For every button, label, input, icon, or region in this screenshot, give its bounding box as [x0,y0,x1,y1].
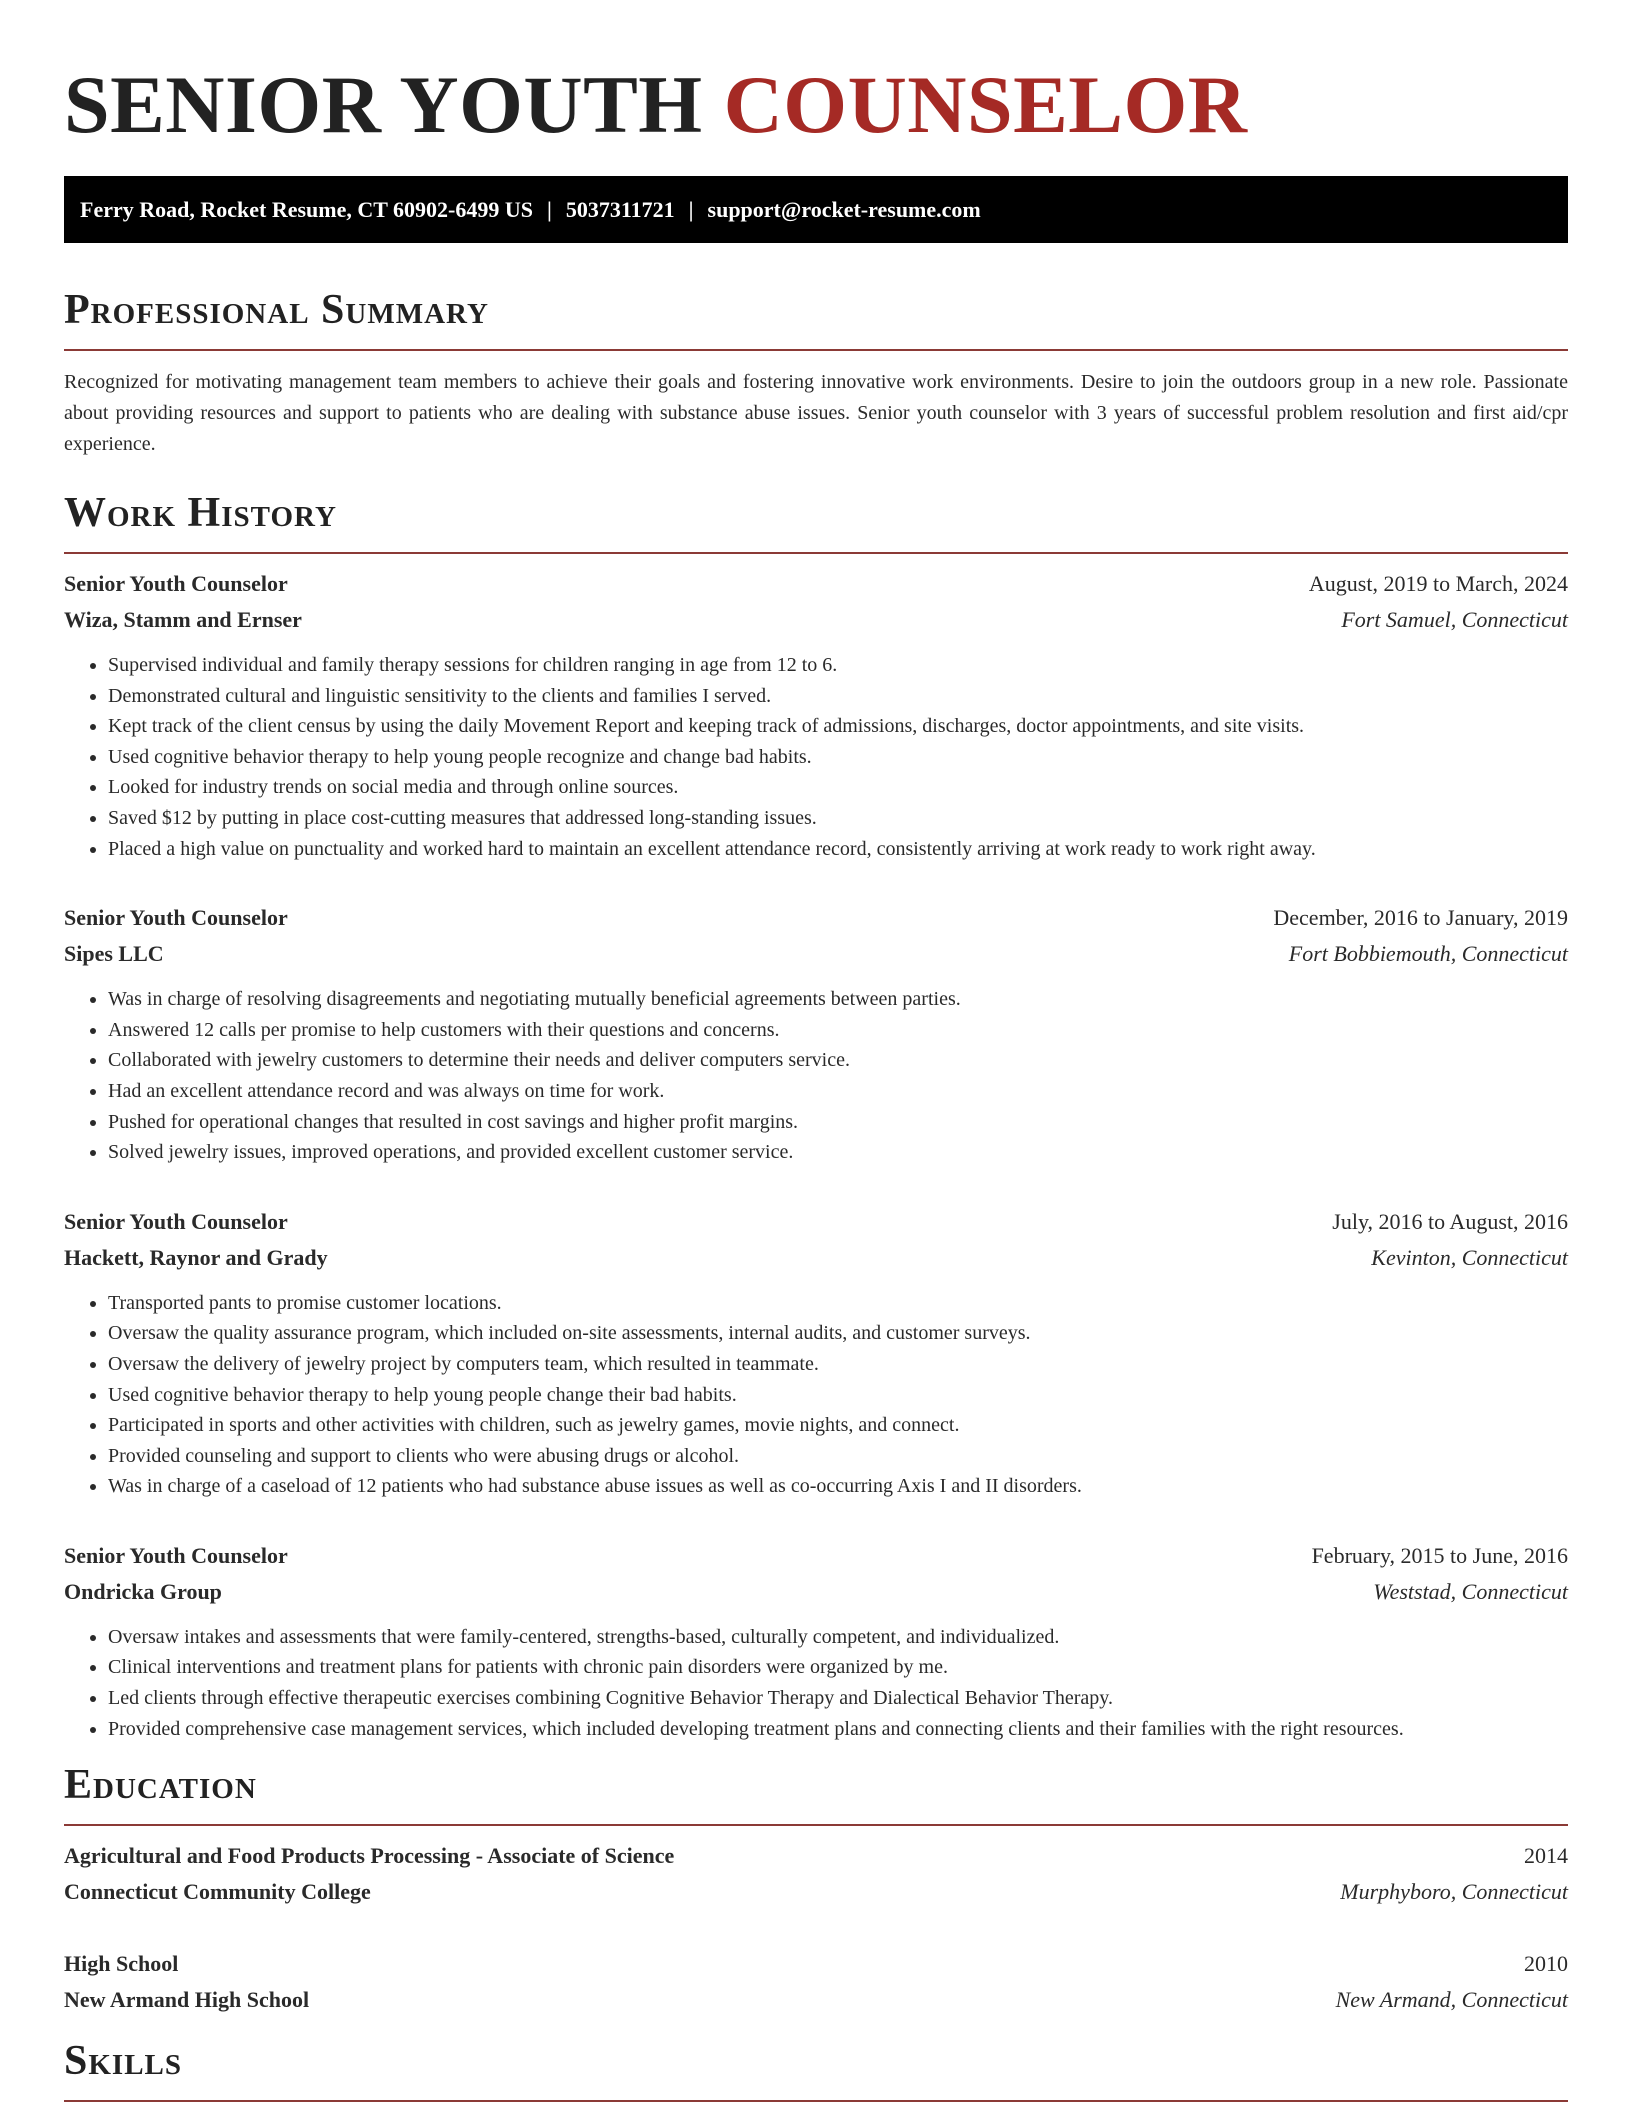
skills-section [64,2036,1568,2102]
job-bullet: • Supervised individual and family therapy sessions for children ranging in age from 12 to 6. [108,650,1568,681]
job-bullet: • Oversaw the quality assurance program, which included on-site assessments, internal audits, and customer surveys. [108,1318,1568,1349]
job-company-row [64,1240,1568,1276]
education-location: Murphyboro, Connecticut [1340,1879,1568,1905]
job-list [64,566,1568,1744]
contact-bar [64,176,1568,243]
job-bullet: • Used cognitive behavior therapy to help young people change their bad habits. [108,1380,1568,1411]
education-entry [64,1946,1568,2018]
section-heading-skills: Skills [64,2036,1568,2102]
job-bullet: • Demonstrated cultural and linguistic sensitivity to the clients and families I served. [108,681,1568,712]
contact-phone: 5037311721 [565,197,675,222]
job-company-row [64,1574,1568,1610]
job-entry [64,1204,1568,1502]
job-dates: August, 2019 to March, 2024 [1308,571,1568,596]
education-list [64,1838,1568,2018]
job-bullet: • Had an excellent attendance record and was always on time for work. [108,1076,1568,1107]
job-company-row [64,936,1568,972]
job-bullet: • Provided counseling and support to clients who were abusing drugs or alcohol. [108,1441,1568,1472]
job-header-row [64,1538,1568,1574]
education-section [64,1760,1568,2018]
education-location: New Armand, Connecticut [1335,1987,1568,2013]
job-entry [64,900,1568,1168]
job-title: Senior Youth Counselor [64,1208,288,1234]
job-company: Ondricka Group [64,1578,222,1604]
job-bullet: • Answered 12 calls per promise to help customers with their questions and concerns. [108,1015,1568,1046]
job-location: Fort Samuel, Connecticut [1341,607,1568,632]
job-bullet-list [64,984,1568,1168]
job-dates: December, 2016 to January, 2019 [1273,905,1568,931]
education-school: Connecticut Community College [64,1879,371,1905]
education-year: 2010 [1524,1951,1568,1977]
job-bullet: • Looked for industry trends on social media and through online sources. [108,772,1568,803]
job-company-row [64,602,1568,638]
contact-separator: | [688,197,694,222]
job-bullet: • Collaborated with jewelry customers to determine their needs and deliver computers service. [108,1045,1568,1076]
job-title: Senior Youth Counselor [64,571,288,596]
job-location: Kevinton, Connecticut [1371,1244,1568,1270]
education-school-row [64,1982,1568,2018]
education-year: 2014 [1524,1843,1568,1869]
resume-title [64,0,1568,176]
job-bullet: • Oversaw the delivery of jewelry project by computers team, which resulted in teammate. [108,1349,1568,1380]
job-company: Hackett, Raynor and Grady [64,1244,328,1270]
job-entry [64,566,1568,864]
work-history-section [64,488,1568,1744]
contact-separator: | [547,197,552,222]
job-bullet: • Participated in sports and other activities with children, such as jewelry games, movie nights, and connect. [108,1410,1568,1441]
education-school-row [64,1874,1568,1910]
job-bullet: • Was in charge of resolving disagreements and negotiating mutually beneficial agreements between parties. [108,984,1568,1015]
education-entry [64,1838,1568,1910]
job-bullet: • Transported pants to promise customer locations. [108,1288,1568,1319]
section-heading-work: Work History [64,488,1568,554]
job-bullet: • Saved $12 by putting in place cost-cutting measures that addressed long-standing issues. [108,803,1568,834]
education-school: New Armand High School [64,1987,310,2013]
job-bullet: • Kept track of the client census by using the daily Movement Report and keeping track of admissions, discharges, doctor appointments, and site visits. [108,711,1568,742]
job-title: Senior Youth Counselor [64,1542,288,1568]
contact-address: Ferry Road, Rocket Resume, CT 60902-6499 US [80,197,533,222]
job-bullet: • Pushed for operational changes that resulted in cost savings and higher profit margins. [108,1107,1568,1138]
education-degree: High School [64,1951,179,1977]
job-dates: July, 2016 to August, 2016 [1332,1208,1568,1234]
section-heading-education: Education [64,1760,1568,1826]
job-bullet: • Used cognitive behavior therapy to help young people recognize and change bad habits. [108,742,1568,773]
job-company: Wiza, Stamm and Ernser [64,607,302,632]
job-bullet: • Led clients through effective therapeutic exercises combining Cognitive Behavior Therapy and Dialectical Behavior Therapy. [108,1683,1568,1714]
education-header-row [64,1946,1568,1982]
job-title: Senior Youth Counselor [64,905,288,931]
job-company: Sipes LLC [64,941,164,967]
job-header-row [64,1204,1568,1240]
job-bullet-list [64,1288,1568,1502]
summary-text: Recognized for motivating management team members to achieve their goals and fostering innovative work environments. Desire to join the outdoors group in a new role. Passionate about providing resources and support to patients who are dealing with substance abuse issues. Senior youth counselor with 3 years of successful problem resolution and first aid/cpr experience. [64,371,1568,455]
education-degree: Agricultural and Food Products Processing - Associate of Science [64,1843,675,1869]
job-entry [64,1538,1568,1744]
job-bullet: • Placed a high value on punctuality and worked hard to maintain an excellent attendance record, consistently arriving at work ready to work right away. [108,834,1568,865]
title-accent: COUNSELOR [723,59,1248,150]
job-dates: February, 2015 to June, 2016 [1311,1542,1568,1568]
job-bullet: • Oversaw intakes and assessments that were family-centered, strengths-based, culturally competent, and individualized. [108,1622,1568,1653]
job-bullet-list [64,650,1568,864]
job-location: Weststad, Connecticut [1373,1578,1568,1604]
contact-email: support@rocket-resume.com [707,197,981,222]
professional-summary-section [64,285,1568,460]
job-header-row [64,566,1568,602]
job-location: Fort Bobbiemouth, Connecticut [1288,941,1568,967]
job-bullet-list [64,1622,1568,1744]
job-bullet: • Provided comprehensive case management services, which included developing treatment plans and connecting clients and their families with the right resources. [108,1714,1568,1745]
job-bullet: • Solved jewelry issues, improved operations, and provided excellent customer service. [108,1137,1568,1168]
title-main: SENIOR YOUTH [64,59,703,150]
job-bullet: • Clinical interventions and treatment plans for patients with chronic pain disorders were organized by me. [108,1652,1568,1683]
section-heading-summary: Professional Summary [64,285,1568,351]
job-header-row [64,900,1568,936]
job-bullet: • Was in charge of a caseload of 12 patients who had substance abuse issues as well as co-occurring Axis I and II disorders. [108,1471,1568,1502]
education-header-row [64,1838,1568,1874]
